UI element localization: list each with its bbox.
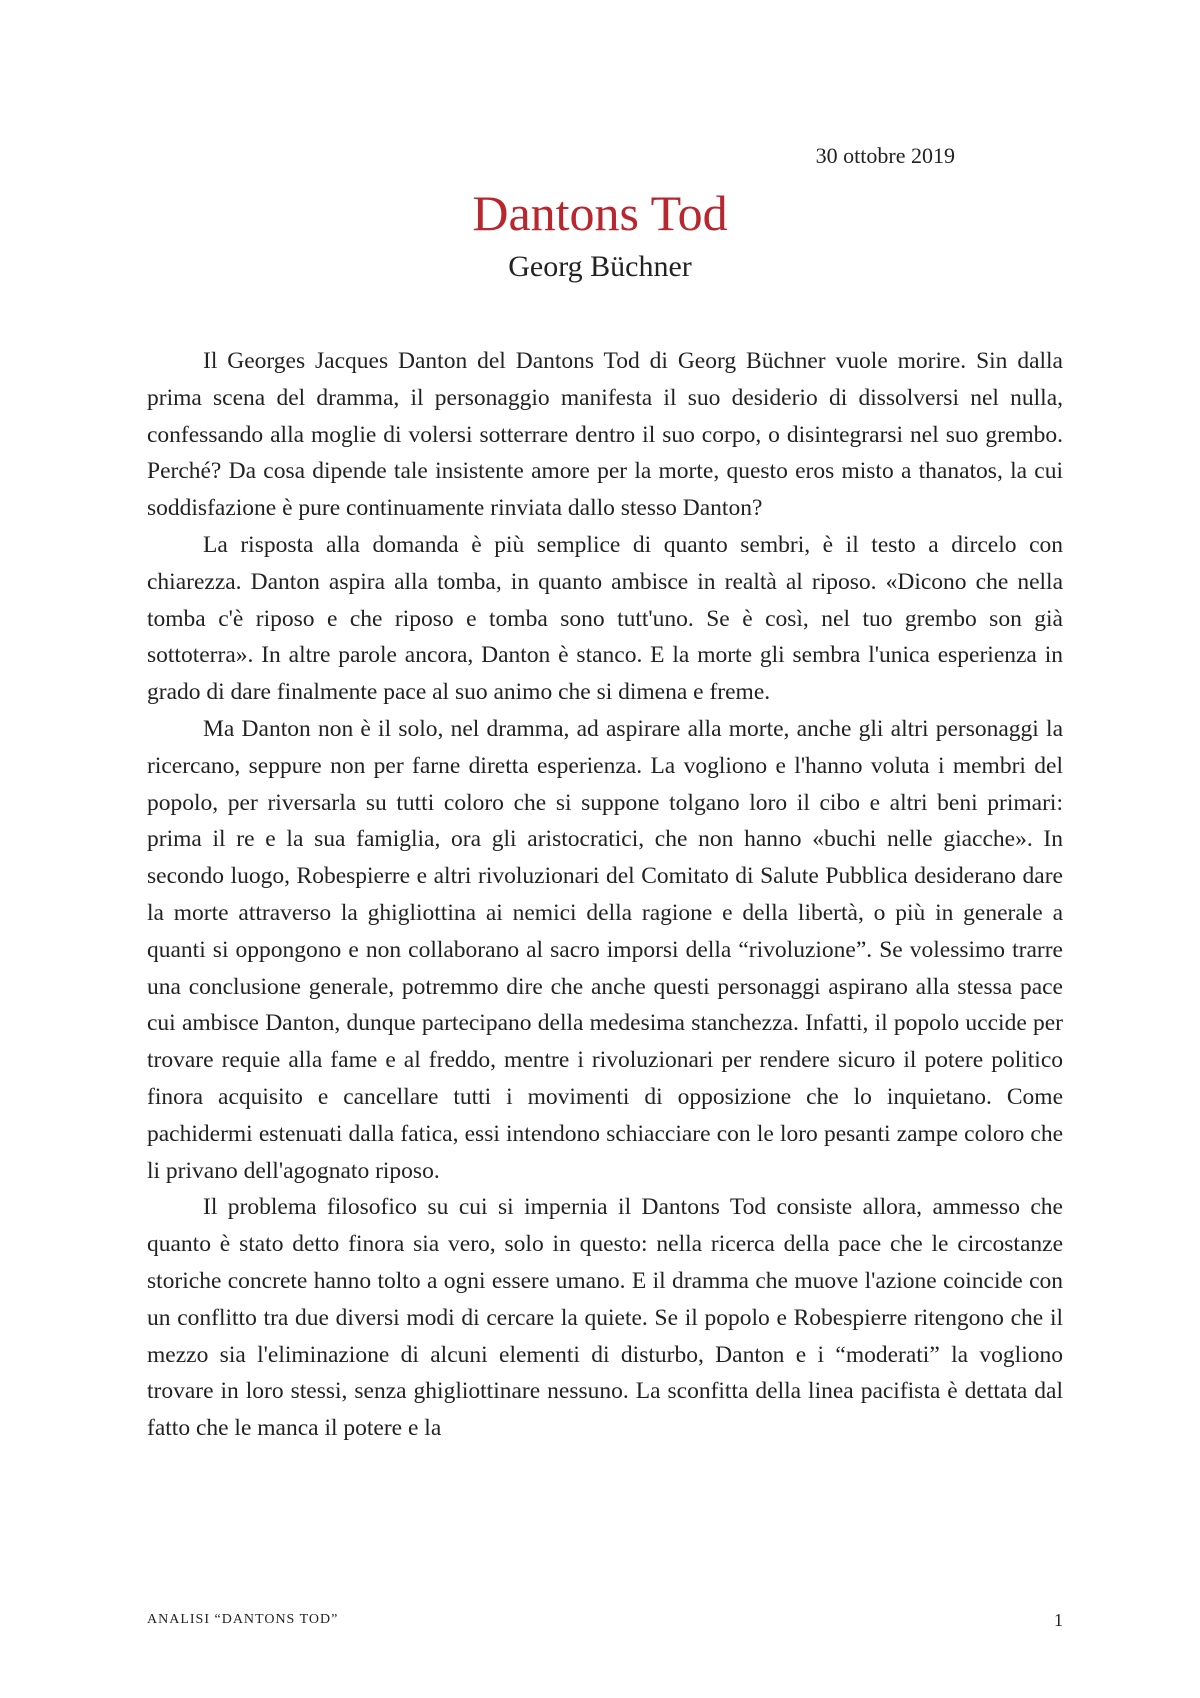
author-name: Georg Büchner (508, 250, 692, 283)
paragraph: Ma Danton non è il solo, nel dramma, ad aspirare alla morte, anche gli altri personaggi la ricercano, seppure non per farne diretta esperienza. La vogliono e l'hanno voluta i membri del popolo, per riversarla su tutti coloro che si suppone tolgano loro il cibo e altri beni primari: prima il re e la sua famiglia, ora gli aristocratici, che non hanno «buchi nelle giacche». In secondo luogo, Robespierre e altri rivoluzionari del Comitato di Salute Pubblica desiderano dare la morte attraverso la ghigliottina ai nemici della ragione e della libertà, o più in generale a quanti si oppongono e non collaborano al sacro imporsi della “rivoluzione”. Se volessimo trarre una conclusione generale, potremmo dire che anche questi personaggi aspirano alla stessa pace cui ambisce Danton, dunque partecipano della medesima stanchezza. Infatti, il popolo uccide per trovare requie alla fame e al freddo, mentre i rivoluzionari per rendere sicuro il potere politico finora acquisito e cancellare tutti i movimenti di opposizione che lo inquietano. Come pachidermi estenuati dalla fatica, essi intendono schiacciare con le loro pesanti zampe coloro che li privano dell'agognato riposo. (147, 715, 1063, 1184)
date: 30 ottobre 2019 (815, 143, 955, 168)
body-text (147, 343, 1063, 1447)
running-footer-title: ANALISI “DANTONS TOD” (147, 1612, 339, 1627)
paragraph: La risposta alla domanda è più semplice di quanto sembri, è il testo a dircelo con chiarezza. Danton aspira alla tomba, in quanto ambisce in realtà al riposo. «Dicono che nella tomba c'è riposo e che riposo e tomba sono tutt'uno. Se è così, nel tuo grembo son già sottoterra». In altre parole ancora, Danton è stanco. E la morte gli sembra l'unica esperienza in grado di dare finalmente pace al suo animo che si dimena e freme. (147, 531, 1063, 706)
paragraph: Il problema filosofico su cui si impernia il Dantons Tod consiste allora, ammesso che quanto è stato detto finora sia vero, solo in questo: nella ricerca della pace che le circostanze storiche concrete hanno tolto a ogni essere umano. E il dramma che muove l'azione coincide con un conflitto tra due diversi modi di cercare la quiete. Se il popolo e Robespierre ritengono che il mezzo sia l'eliminazione di alcuni elementi di disturbo, Danton e i “moderati” la vogliono trovare in loro stessi, senza ghigliottinare nessuno. La sconfitta della linea pacifista è dettata dal fatto che le manca il potere e la (147, 1194, 1063, 1442)
paragraph: Il Georges Jacques Danton del Dantons Tod di Georg Büchner vuole morire. Sin dalla prima scena del dramma, il personaggio manifesta il suo desiderio di dissolversi nel nulla, confessando alla moglie di volersi sotterrare dentro il suo corpo, o disintegrarsi nel suo grembo. Perché? Da cosa dipende tale insistente amore per la morte, questo eros misto a thanatos, la cui soddisfazione è pure continuamente rinviata dallo stesso Danton? (147, 348, 1063, 522)
page-number: 1 (1054, 1610, 1063, 1630)
document-title: Dantons Tod (472, 185, 728, 241)
